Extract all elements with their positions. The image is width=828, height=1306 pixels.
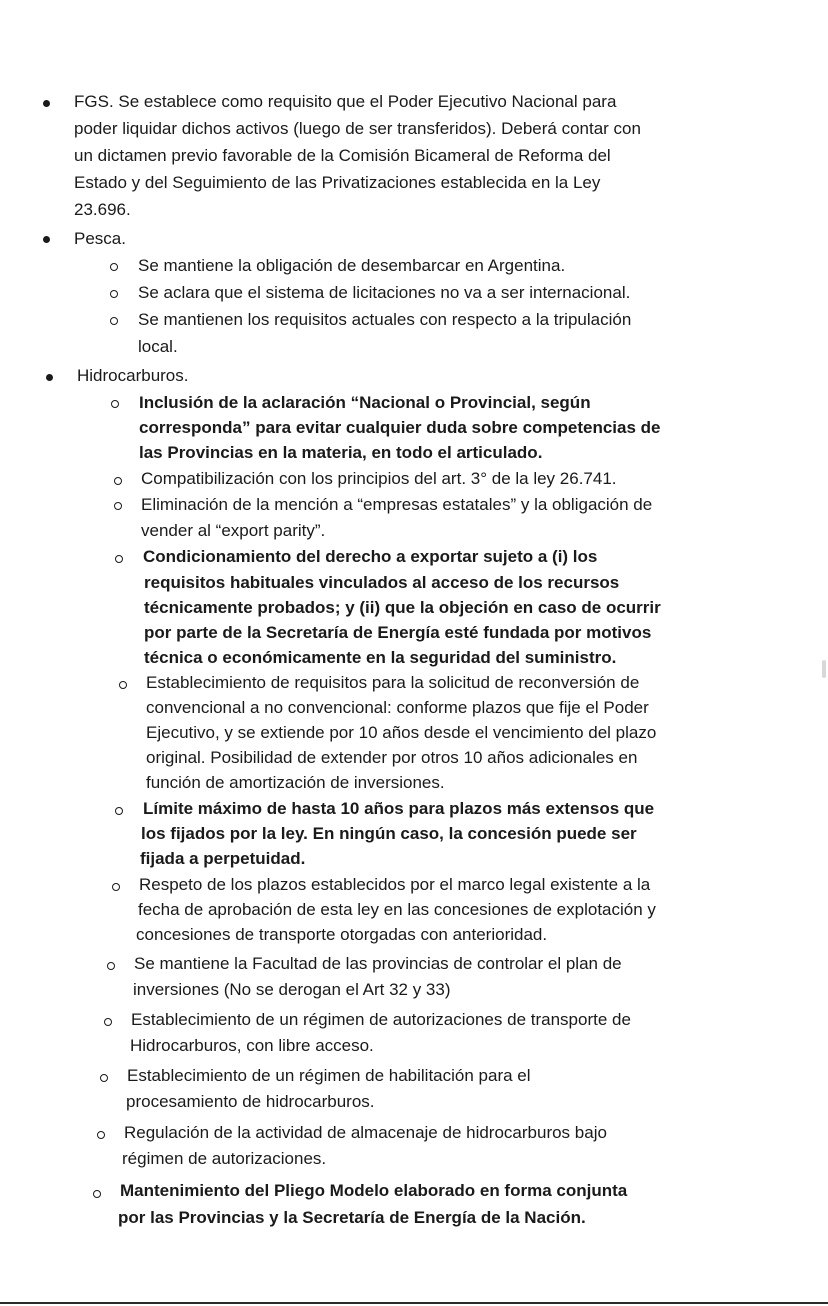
- sub-item-line: convencional a no convencional: conforme plazos que fije el Poder: [146, 698, 649, 717]
- sub-bullet-marker: [104, 1018, 112, 1026]
- sub-item-line: función de amortización de inversiones.: [146, 773, 445, 792]
- sub-item-line: Mantenimiento del Pliego Modelo elaborado en forma conjunta: [120, 1181, 628, 1200]
- sub-bullet-marker: [114, 477, 122, 485]
- paragraph-line: un dictamen previo favorable de la Comisión Bicameral de Reforma del: [74, 146, 611, 165]
- sub-item-line: Ejecutivo, y se extiende por 10 años desde el vencimiento del plazo: [146, 723, 657, 742]
- sub-bullet-marker: [97, 1131, 105, 1139]
- section-heading: Hidrocarburos.: [77, 366, 189, 385]
- sub-bullet-marker: [100, 1074, 108, 1082]
- sub-bullet-marker: [114, 502, 122, 510]
- sub-item-line: Se mantiene la Facultad de las provincias de controlar el plan de: [134, 954, 622, 973]
- sub-bullet-marker: [119, 681, 127, 689]
- sub-bullet-marker: [110, 290, 118, 298]
- sub-item-line: Hidrocarburos, con libre acceso.: [130, 1036, 374, 1055]
- sub-item-line: Compatibilización con los principios del art. 3° de la ley 26.741.: [141, 469, 617, 488]
- sub-item-line: Establecimiento de un régimen de autorizaciones de transporte de: [131, 1010, 631, 1029]
- section-heading: Pesca.: [74, 229, 126, 248]
- sub-item-line: original. Posibilidad de extender por otros 10 años adicionales en: [146, 748, 638, 767]
- sub-item-line: Se mantienen los requisitos actuales con respecto a la tripulación: [138, 310, 632, 329]
- sub-item-line: Respeto de los plazos establecidos por el marco legal existente a la: [139, 875, 651, 894]
- sub-bullet-marker: [115, 555, 123, 563]
- sub-bullet-marker: [112, 883, 120, 891]
- bullet-marker: [43, 236, 50, 243]
- sub-item-line: Establecimiento de un régimen de habilitación para el: [127, 1066, 531, 1085]
- sub-item-line: vender al “export parity”.: [141, 521, 326, 540]
- sub-item-line: Condicionamiento del derecho a exportar sujeto a (i) los: [143, 547, 598, 566]
- bullet-marker: [46, 374, 53, 381]
- sub-item-line: Límite máximo de hasta 10 años para plazos más extensos que: [143, 799, 655, 818]
- sub-bullet-marker: [115, 807, 123, 815]
- sub-item-line: técnica o económicamente en la seguridad del suministro.: [144, 648, 617, 667]
- sub-item-line: inversiones (No se derogan el Art 32 y 33): [133, 980, 451, 999]
- sub-item-line: por las Provincias y la Secretaría de Energía de la Nación.: [118, 1208, 586, 1227]
- sub-item-line: procesamiento de hidrocarburos.: [126, 1092, 375, 1111]
- sub-item-line: concesiones de transporte otorgadas con anterioridad.: [136, 925, 548, 944]
- sub-item-line: por parte de la Secretaría de Energía esté fundada por motivos: [144, 623, 652, 642]
- scan-edge-mark: [822, 660, 826, 678]
- sub-item-line: Regulación de la actividad de almacenaje de hidrocarburos bajo: [124, 1123, 607, 1142]
- bullet-marker: [43, 100, 50, 107]
- sub-item-line: fijada a perpetuidad.: [140, 849, 306, 868]
- sub-item-line: corresponda” para evitar cualquier duda sobre competencias de: [139, 418, 661, 437]
- sub-item-line: Eliminación de la mención a “empresas estatales” y la obligación de: [141, 495, 653, 514]
- sub-item-line: requisitos habituales vinculados al acceso de los recursos: [144, 573, 620, 592]
- sub-item-line: fecha de aprobación de esta ley en las concesiones de explotación y: [138, 900, 656, 919]
- paragraph-line: Estado y del Seguimiento de las Privatizaciones establecida en la Ley: [74, 173, 601, 192]
- sub-item-line: Establecimiento de requisitos para la solicitud de reconversión de: [146, 673, 640, 692]
- paragraph-line: poder liquidar dichos activos (luego de ser transferidos). Deberá contar con: [74, 119, 641, 138]
- sub-item-line: Se aclara que el sistema de licitaciones no va a ser internacional.: [138, 283, 631, 302]
- sub-item-line: técnicamente probados; y (ii) que la objeción en caso de ocurrir: [144, 598, 661, 617]
- paragraph-line: FGS. Se establece como requisito que el Poder Ejecutivo Nacional para: [74, 92, 617, 111]
- sub-bullet-marker: [107, 962, 115, 970]
- sub-item-line: Se mantiene la obligación de desembarcar en Argentina.: [138, 256, 566, 275]
- sub-item-line: los fijados por la ley. En ningún caso, la concesión puede ser: [141, 824, 637, 843]
- sub-bullet-marker: [93, 1190, 101, 1198]
- sub-bullet-marker: [110, 317, 118, 325]
- sub-item-line: régimen de autorizaciones.: [122, 1149, 327, 1168]
- paragraph-line: 23.696.: [74, 200, 131, 219]
- sub-bullet-marker: [111, 400, 119, 408]
- sub-bullet-marker: [110, 263, 118, 271]
- page-bottom-edge: [0, 1302, 828, 1304]
- sub-item-line: Inclusión de la aclaración “Nacional o Provincial, según: [139, 393, 591, 412]
- sub-item-line: las Provincias en la materia, en todo el articulado.: [139, 443, 543, 462]
- sub-item-line: local.: [138, 337, 178, 356]
